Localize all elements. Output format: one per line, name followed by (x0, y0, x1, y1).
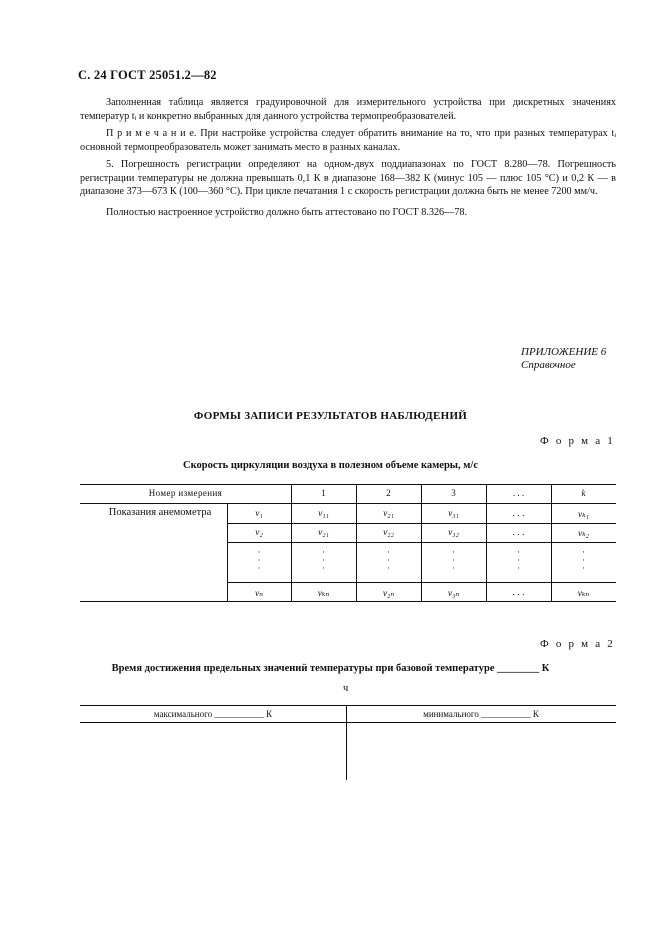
remark-label: П р и м е ч а н и е. (106, 128, 197, 139)
header-min: минимального ___________ К (423, 709, 539, 719)
cell-v3n: v₃ₙ (447, 589, 460, 599)
vertical-ellipsis: · · · (322, 547, 325, 573)
appendix-block (521, 346, 606, 372)
cell-vkn-last: vₖₙ (577, 589, 590, 599)
paragraph-table-note (80, 96, 616, 123)
header-col-2: 2 (386, 488, 391, 498)
cell-v1: v₁ (255, 509, 263, 519)
header-measurement-number: Номер измерения (148, 488, 223, 498)
paragraph-certification (80, 206, 616, 220)
header-col-1: 1 (321, 488, 326, 498)
header-col-k: k (581, 488, 586, 498)
cell-v2: v₂ (255, 528, 263, 538)
form2-caption: Время достижения предельных значений температуры при базовой температуре ________ К (111, 663, 550, 674)
paragraph-error (80, 158, 616, 199)
cell-ellipsis: . . . (512, 509, 525, 519)
appendix-type: Справочное (521, 359, 576, 371)
form1-label: Ф о р м а 1 (540, 435, 615, 447)
paragraph-text: Заполненная таблица является градуировочной для измерительного устройства при дискретных значениях температур tᵢ и конкретно выбранных для данного устройства термопреобразователей. (80, 97, 616, 122)
vertical-ellipsis: · · · (257, 547, 261, 573)
vertical-ellipsis: · · · (387, 547, 390, 573)
cell-v32: v₃₂ (448, 528, 459, 538)
paragraph-text: 5. Погрешность регистрации определяют на одном-двух поддиапазонах по ГОСТ 8.280—78. Погрешность регистрации температуры не должна превышать 0,1 К в диапазоне 168—382 К (минус 105 — плюс 105 °С) и 0,2 К — в диапазоне 373—673 К (100—360 °С). При цикле печатания 1 с скорость регистрации должна быть не менее 7200 мм/ч. (80, 159, 616, 198)
form1-caption: Скорость циркуляции воздуха в полезном объеме камеры, м/с (183, 460, 478, 471)
header-max: максимального ___________ К (153, 709, 273, 719)
cell-ellipsis: . . . (512, 528, 525, 538)
form2-label: Ф о р м а 2 (540, 638, 615, 650)
header-col-3: 3 (451, 488, 456, 498)
section-title: ФОРМЫ ЗАПИСИ РЕЗУЛЬТАТОВ НАБЛЮДЕНИЙ (193, 410, 468, 422)
header-col-ellipsis: . . . (512, 488, 525, 498)
row-label-anemometer: Показания анемометра (108, 507, 212, 518)
cell-vn: vₙ (254, 589, 264, 599)
form2-table (80, 705, 616, 780)
paragraph-remark (80, 127, 616, 154)
cell-vkn: vₖₙ (317, 589, 330, 599)
cell-v21: v₂₁ (383, 509, 394, 519)
cell-ellipsis: . . . (512, 588, 525, 598)
cell-v2n: v₂ₙ (382, 589, 395, 599)
vertical-ellipsis: · · · (517, 547, 520, 573)
cell-vk2: vₖ₂ (578, 529, 589, 539)
vertical-ellipsis: · · · (582, 547, 585, 573)
appendix-label: ПРИЛОЖЕНИЕ 6 (521, 346, 607, 358)
cell-v31: v₃₁ (448, 509, 459, 519)
vertical-ellipsis: · · · (452, 547, 455, 573)
cell-v11: v₁₁ (318, 509, 329, 519)
cell-v21b: v₂₁ (318, 528, 329, 538)
remark-text: При настройке устройства следует обратить внимание на то, что при разных температурах tᵢ основной термопреобразователь может занимать место в разных каналах. (80, 128, 616, 153)
form2-unit: ч (343, 683, 349, 694)
form1-table (80, 484, 616, 602)
paragraph-text: Полностью настроенное устройство должно быть аттестовано по ГОСТ 8.326—78. (106, 207, 468, 218)
cell-v22: v₂₂ (383, 528, 394, 538)
cell-vk1: vₖ₁ (578, 510, 589, 520)
page-header: С. 24 ГОСТ 25051.2—82 (78, 68, 217, 82)
